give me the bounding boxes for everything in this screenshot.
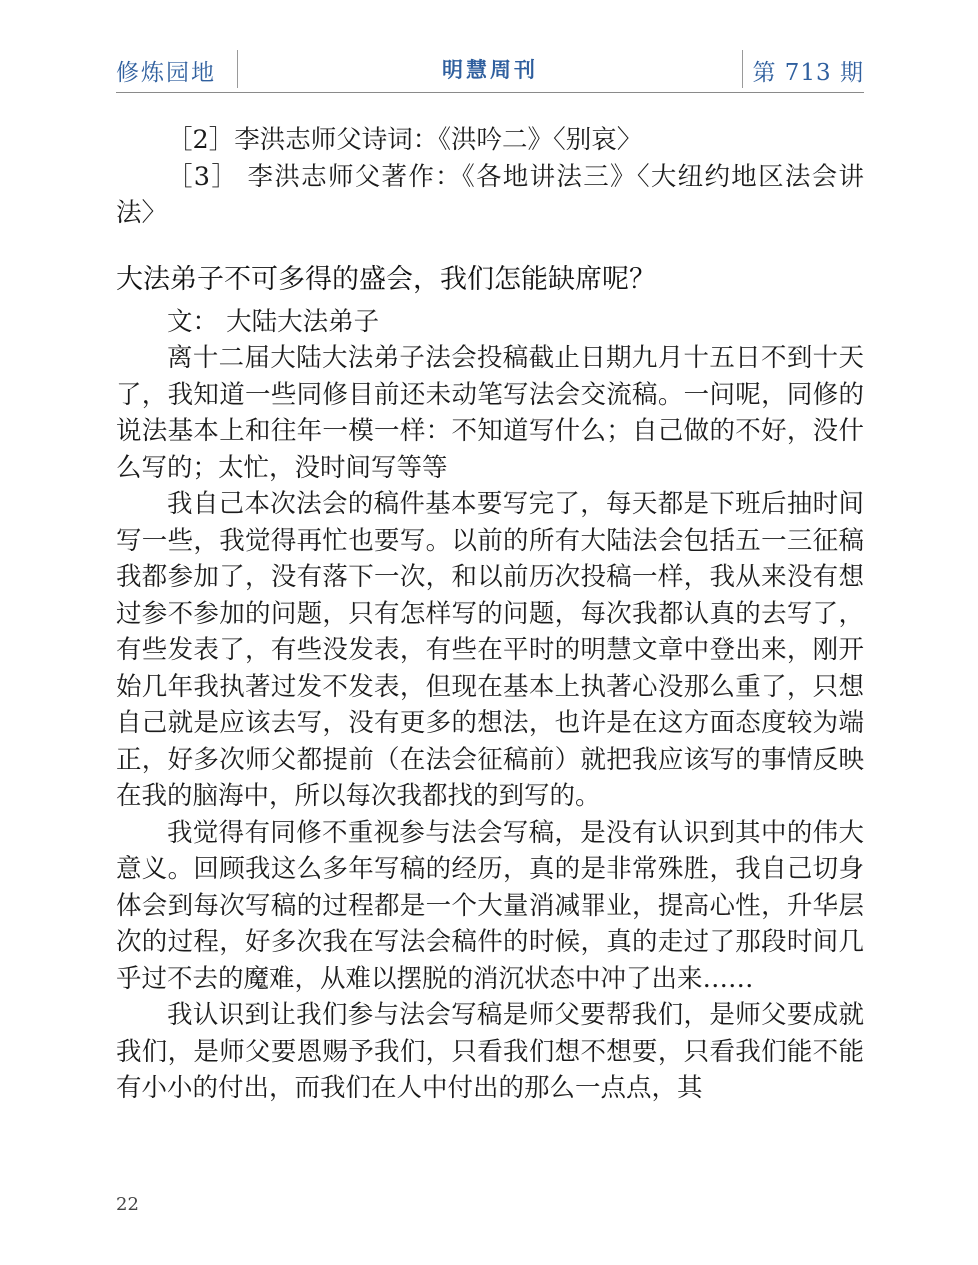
section-name: 修炼园地 (116, 60, 216, 86)
article-paragraph: 离十二届大陆大法弟子法会投稿截止日期九月十五日不到十天了，我知道一些同修目前还未动笔写法会交流稿。一问呢，同修的说法基本上和往年一模一样：不知道写什么；自己做的不好，没什么写的；太忙，没时间写等等 (116, 343, 864, 483)
publication-title: 明慧周刊 (442, 58, 538, 82)
issue-number: 第 713 期 (752, 60, 864, 86)
page-content (116, 122, 864, 1107)
footnote-2: ［2］李洪志师父诗词：《洪吟二》〈别哀〉 (167, 125, 643, 155)
header-rule (116, 92, 864, 93)
page-header (116, 50, 864, 92)
footnote-3: ［3］ 李洪志师父著作：《各地讲法三》〈大纽约地区法会讲法〉 (116, 161, 864, 228)
header-divider-right (742, 50, 743, 88)
page-number: 22 (116, 1194, 139, 1215)
article-paragraph: 我认识到让我们参与法会写稿是师父要帮我们，是师父要成就我们，是师父要恩赐予我们，只看我们想不想要，只看我们能不能有小小的付出，而我们在人中付出的那么一点点，其 (116, 1000, 864, 1103)
article-paragraph: 我自己本次法会的稿件基本要写完了，每天都是下班后抽时间写一些，我觉得再忙也要写。以前的所有大陆法会包括五一三征稿我都参加了，没有落下一次，和以前历次投稿一样，我从来没有想过参不参加的问题，只有怎样写的问题，每次我都认真的去写了，有些发表了，有些没发表，有些在平时的明慧文章中登出来，刚开始几年我执著过发不发表，但现在基本上执著心没那么重了，只想自己就是应该去写，没有更多的想法，也许是在这方面态度较为端正，好多次师父都提前（在法会征稿前）就把我应该写的事情反映在我的脑海中，所以每次我都找的到写的。 (116, 489, 864, 811)
article-title: 大法弟子不可多得的盛会，我们怎能缺席呢？ (116, 263, 656, 295)
article-paragraph: 我觉得有同修不重视参与法会写稿，是没有认识到其中的伟大意义。回顾我这么多年写稿的经历，真的是非常殊胜，我自己切身体会到每次写稿的过程都是一个大量消减罪业，提高心性，升华层次的过程，好多次我在写法会稿件的时候，真的走过了那段时间几乎过不去的魔难，从难以摆脱的消沉状态中冲了出来…… (116, 817, 864, 994)
article-author: 文： 大陆大法弟子 (167, 306, 380, 337)
